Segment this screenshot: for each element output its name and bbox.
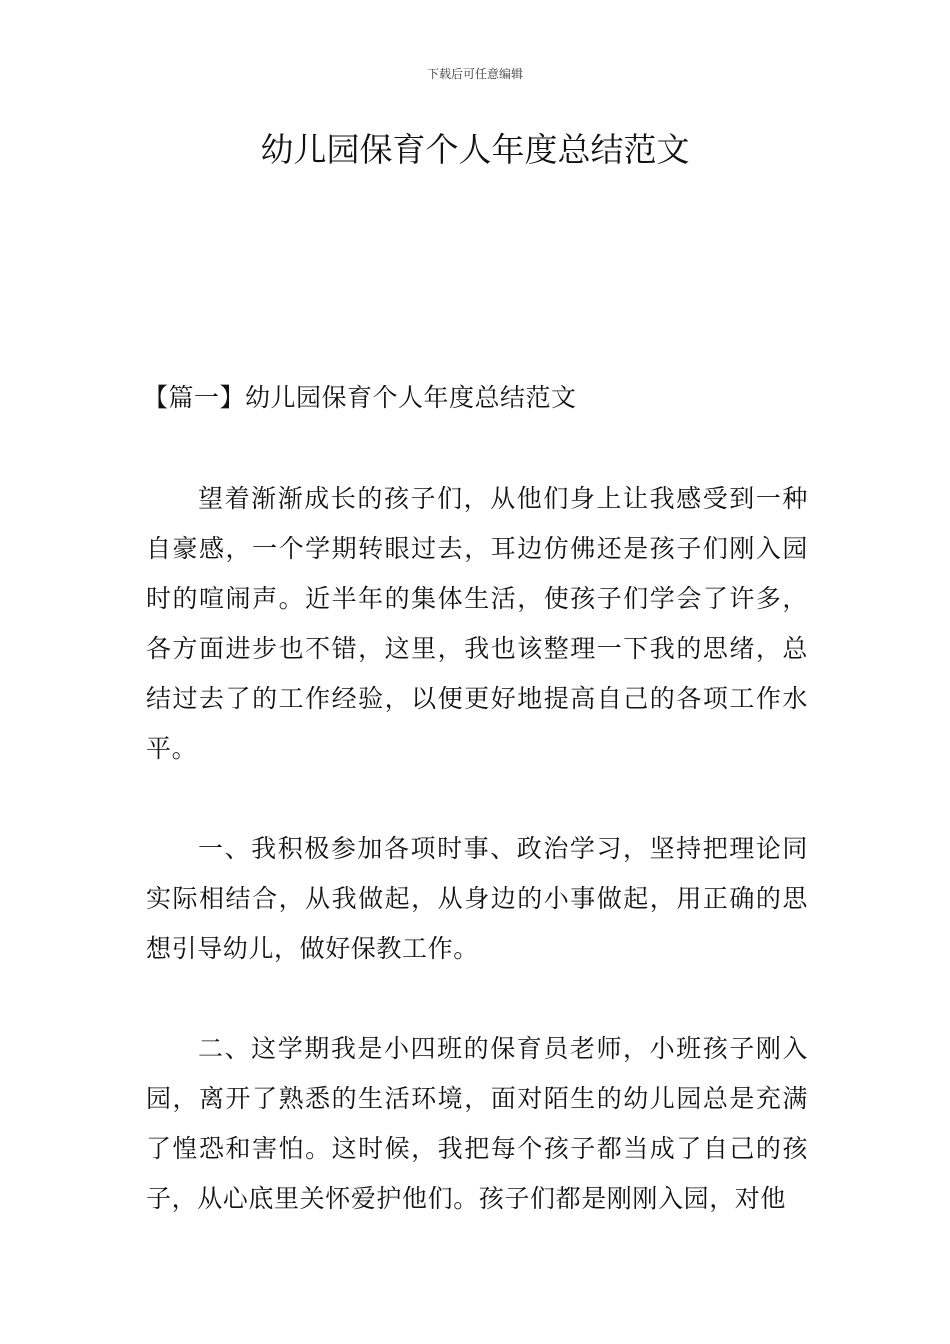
paragraph-intro: 望着渐渐成长的孩子们，从他们身上让我感受到一种自豪感，一个学期转眼过去，耳边仿佛还是孩子们刚入园时的喧闹声。近半年的集体生活，使孩子们学会了许多，各方面进步也不错，这里，我也该整理一下我的思绪，总结过去了的工作经验，以便更好地提高自己的各项工作水平。 [146,484,808,763]
header-note: 下载后可任意编辑 [426,67,523,81]
section-heading: 【篇一】幼儿园保育个人年度总结范文 [143,383,577,412]
paragraph-point-one: 一、我积极参加各项时事、政治学习，坚持把理论同实际相结合，从我做起，从身边的小事做起，用正确的思想引导幼儿，做好保教工作。 [146,834,808,963]
paragraph-point-two: 二、这学期我是小四班的保育员老师，小班孩子刚入园，离开了熟悉的生活环境，面对陌生的幼儿园总是充满了惶恐和害怕。这时候，我把每个孩子都当成了自己的孩子，从心底里关怀爱护他们。孩子们都是刚刚入园，对他 [146,1034,808,1213]
document-title: 幼儿园保育个人年度总结范文 [260,130,690,169]
